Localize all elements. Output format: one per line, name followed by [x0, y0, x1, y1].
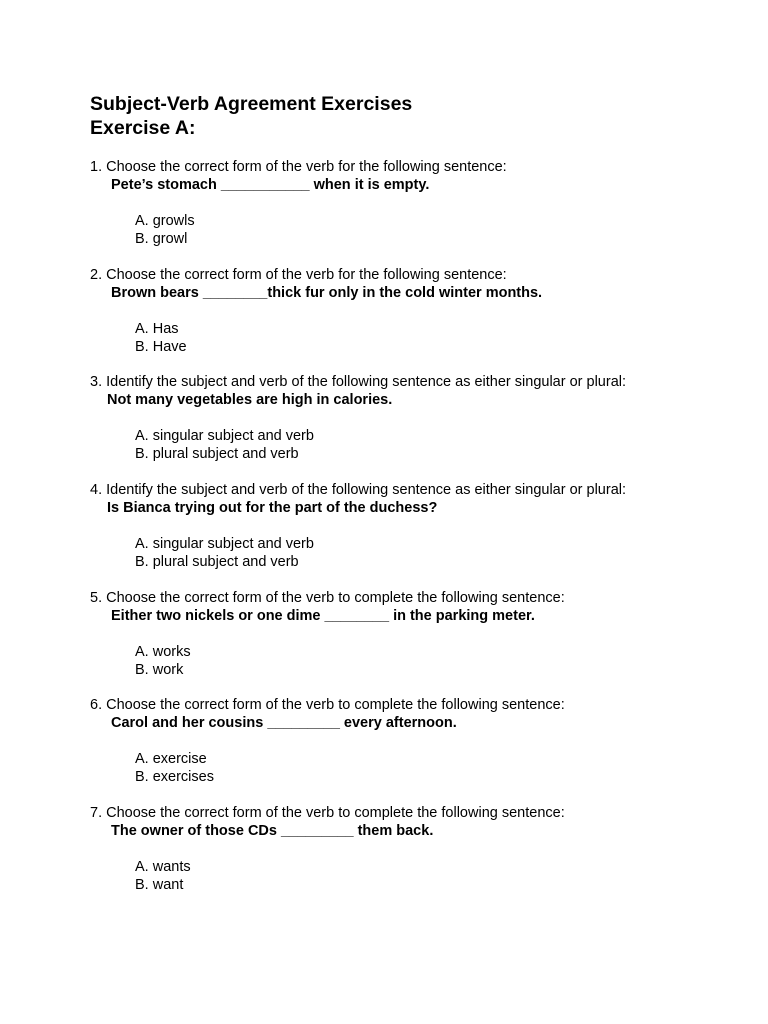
option-b: B. work — [135, 662, 184, 678]
answer-options — [90, 750, 730, 786]
answer-options — [90, 643, 730, 679]
answer-options — [90, 427, 730, 463]
answer-options — [90, 535, 730, 571]
option-b: B. plural subject and verb — [135, 446, 299, 462]
question-prompt: 4. Identify the subject and verb of the following sentence as either singular or plural: — [90, 482, 627, 498]
option-a: A. singular subject and verb — [135, 536, 314, 552]
question-prompt: 7. Choose the correct form of the verb to complete the following sentence: — [90, 805, 565, 821]
question-sentence: Either two nickels or one dime ________ in the parking meter. — [111, 608, 535, 624]
option-a: A. singular subject and verb — [135, 428, 314, 444]
question-prompt: 3. Identify the subject and verb of the following sentence as either singular or plural: — [90, 374, 627, 390]
exercise-heading: Exercise A: — [90, 117, 196, 139]
question-prompt: 6. Choose the correct form of the verb to complete the following sentence: — [90, 697, 565, 713]
question-3 — [90, 373, 730, 463]
option-a: A. growls — [135, 213, 195, 229]
question-1 — [90, 158, 730, 248]
answer-options — [90, 858, 730, 894]
answer-options — [90, 320, 730, 356]
answer-options — [90, 212, 730, 248]
document-title: Subject-Verb Agreement Exercises — [90, 93, 413, 115]
question-prompt: 5. Choose the correct form of the verb to complete the following sentence: — [90, 590, 565, 606]
question-sentence: Brown bears ________thick fur only in the cold winter months. — [111, 285, 543, 301]
question-prompt: 1. Choose the correct form of the verb for the following sentence: — [90, 159, 507, 175]
option-a: A. works — [135, 644, 191, 660]
question-4 — [90, 481, 730, 571]
option-a: A. wants — [135, 859, 191, 875]
option-b: B. growl — [135, 231, 188, 247]
question-6 — [90, 696, 730, 786]
question-sentence: The owner of those CDs _________ them back. — [111, 823, 434, 839]
question-sentence: Is Bianca trying out for the part of the duchess? — [107, 500, 438, 516]
question-2 — [90, 266, 730, 356]
option-a: A. Has — [135, 321, 179, 337]
question-5 — [90, 589, 730, 679]
question-sentence: Pete’s stomach ___________ when it is empty. — [111, 177, 430, 193]
question-7 — [90, 804, 730, 894]
option-b: B. plural subject and verb — [135, 554, 299, 570]
option-b: B. exercises — [135, 769, 214, 785]
question-sentence: Carol and her cousins _________ every afternoon. — [111, 715, 457, 731]
question-sentence: Not many vegetables are high in calories. — [107, 392, 393, 408]
option-b: B. Have — [135, 339, 187, 355]
option-b: B. want — [135, 877, 184, 893]
question-prompt: 2. Choose the correct form of the verb for the following sentence: — [90, 267, 507, 283]
option-a: A. exercise — [135, 751, 207, 767]
